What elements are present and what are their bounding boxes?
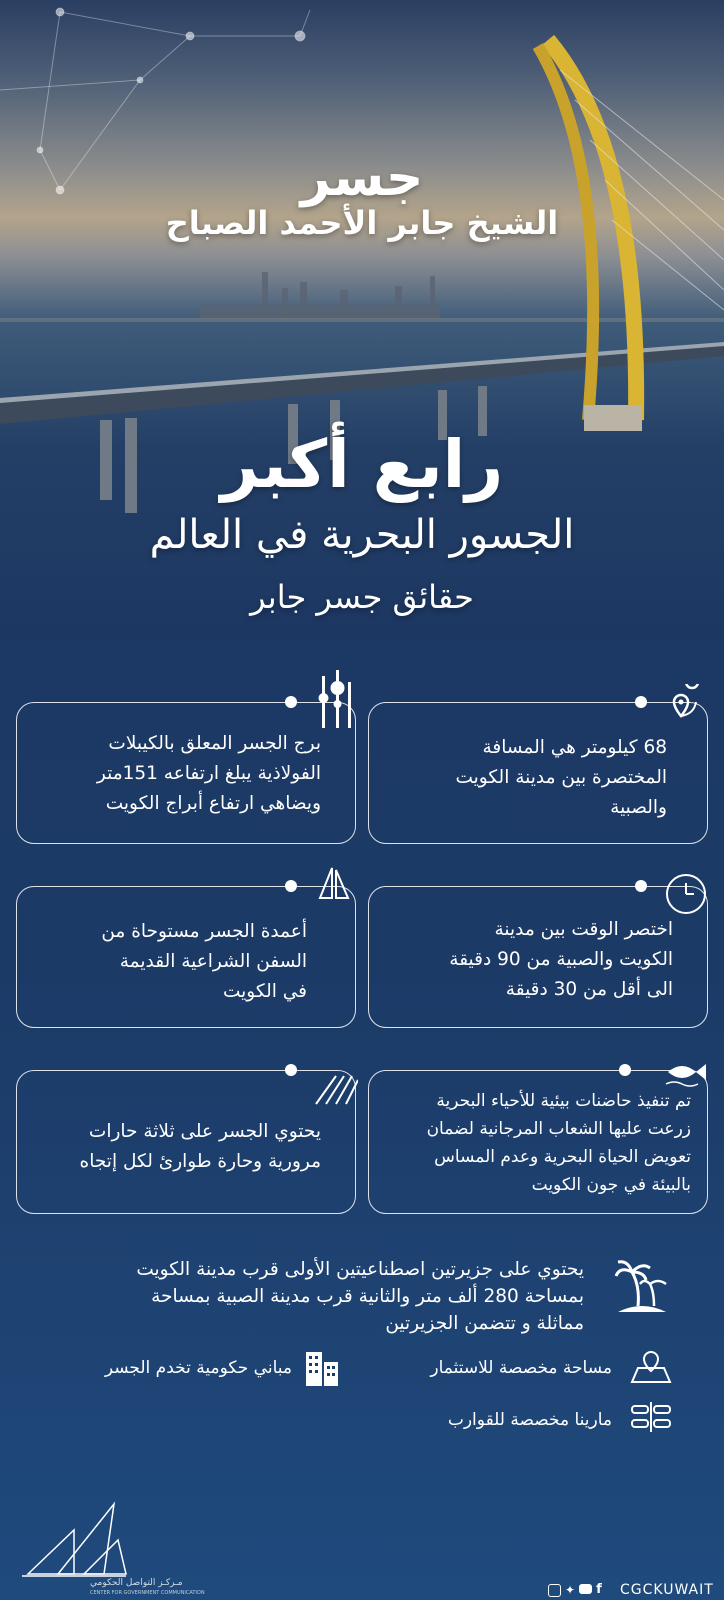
card-line: مرورية وحارة طوارئ لكل إتجاه [79,1151,321,1172]
fact-card-tower [16,702,356,844]
investment-map-icon [630,1348,672,1384]
card-line: الى أقل من 30 دقيقة [505,979,673,1000]
islands-line: بمساحة 280 ألف متر والثانية قرب مدينة الصبية بمساحة [151,1286,584,1307]
logo-subtext: CENTER FOR GOVERNMENT COMMUNICATION [90,1590,205,1596]
card-line: ويضاهي ارتفاع أبراج الكويت [105,793,321,814]
palm-island-icon [614,1256,670,1316]
card-line: بالبيئة في جون الكويت [531,1175,691,1195]
fact-card-distance [368,702,708,844]
fact-card-sails [16,886,356,1028]
marina-boats-icon [630,1402,672,1432]
card-line: تم تنفيذ حاضنات بيئية للأحياء البحرية [436,1091,691,1111]
fact-card-marine-life [368,1070,708,1214]
logo-text: مـركـز التواصل الحكومي [90,1578,183,1588]
card-dot [285,1064,297,1076]
cgc-logo [18,1490,128,1590]
hero-banner [0,0,724,640]
card-line: 68 كيلومتر هي المسافة [482,737,667,758]
subheadline: الجسور البحرية في العالم [149,512,575,558]
card-line: المختصرة بين مدينة الكويت [455,767,667,788]
title-line-1: جسر [300,148,424,208]
road-lanes-icon [312,1072,358,1108]
islands-line: مماثلة و تتضمن الجزيرتين [385,1313,584,1334]
sailboat-icon [316,866,352,902]
card-line: السفن الشراعية القديمة [119,951,307,972]
government-label: مباني حكومية تخدم الجسر [104,1358,292,1378]
title-line-2: الشيخ جابر الأحمد الصباح [165,204,559,242]
card-line: والصبية [610,797,667,818]
card-line: يحتوي الجسر على ثلاثة حارات [88,1121,321,1142]
social-handle: CGCKUWAIT [620,1582,714,1598]
card-line: في الكويت [222,981,307,1002]
card-dot [285,880,297,892]
instagram-icon[interactable] [548,1584,561,1597]
government-building-icon [302,1348,342,1388]
card-line: زرعت عليها الشعاب المرجانية لضمان [426,1119,691,1139]
islands-line: يحتوي على جزيرتين اصطناعيتين الأولى قرب مدينة الكويت [136,1259,584,1280]
card-line: اختصر الوقت بين مدينة [494,919,673,940]
marina-label: مارينا مخصصة للقوارب [447,1410,612,1430]
investment-label: مساحة مخصصة للاستثمار [430,1358,612,1378]
clock-icon [664,872,708,916]
fish-icon [664,1060,708,1088]
islands-description [136,1256,584,1337]
facts-title: حقائق جسر جابر [250,578,474,616]
twitter-icon[interactable]: ✦ [565,1583,576,1597]
card-line: الكويت والصبية من 90 دقيقة [449,949,673,970]
social-icons [548,1584,602,1597]
kuwait-towers-icon [314,668,358,728]
headline: رابع أكبر [220,426,504,503]
card-line: تعويض الحياة البحرية وعدم المساس [434,1147,691,1167]
card-line: أعمدة الجسر مستوحاة من [101,921,307,942]
map-pin-route-icon [666,684,706,724]
card-dot [635,696,647,708]
youtube-icon[interactable] [579,1584,592,1594]
fact-card-time [368,886,708,1028]
card-dot [619,1064,631,1076]
fact-card-lanes [16,1070,356,1214]
card-line: برج الجسر المعلق بالكيبلات [108,733,321,754]
facebook-icon[interactable]: f [596,1582,602,1597]
card-line: الفولاذية يبلغ ارتفاعه 151متر [96,763,321,784]
card-dot [285,696,297,708]
card-dot [635,880,647,892]
